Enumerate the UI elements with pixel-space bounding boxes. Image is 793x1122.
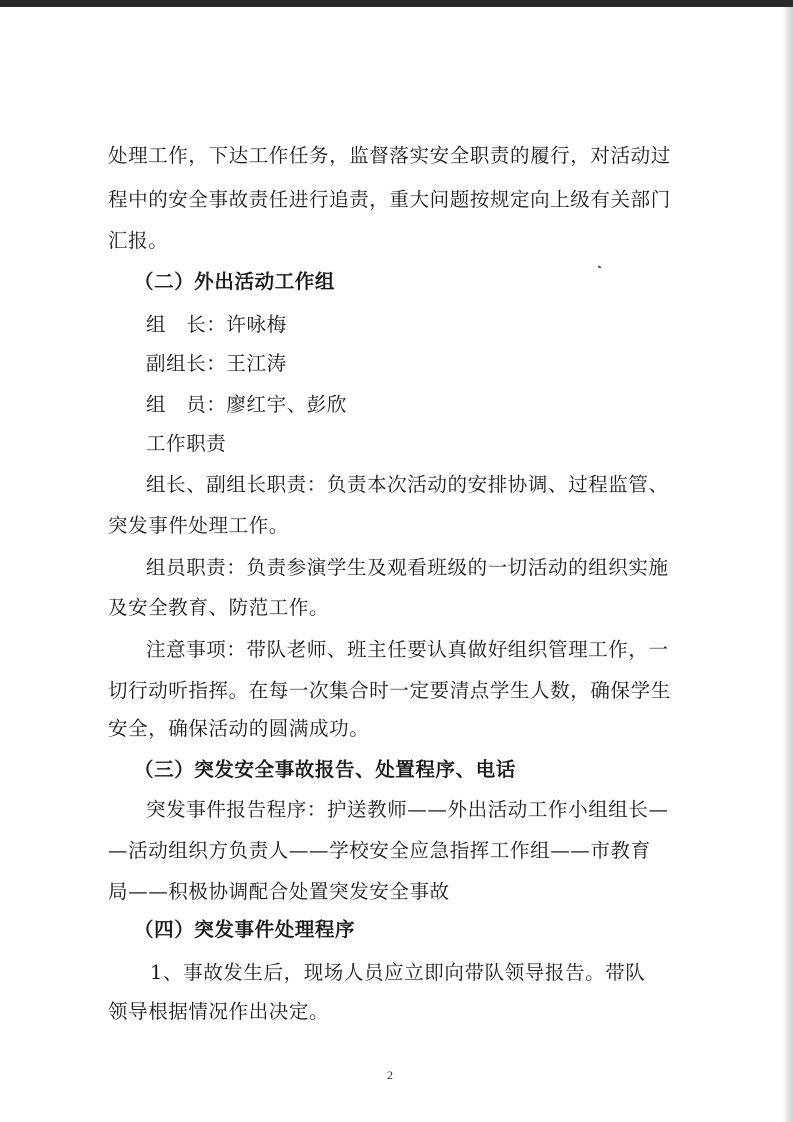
body-line: 突发事件处理工作。 — [108, 514, 289, 537]
body-line: 领导根据情况作出决定。 — [108, 1000, 330, 1023]
body-line: 汇报。 — [108, 229, 169, 252]
section-heading-2: （二）外出活动工作组 — [134, 270, 336, 293]
body-line: —活动组织方负责人——学校安全应急指挥工作组——市教育 — [108, 839, 651, 862]
body-line: 处理工作，下达工作任务，监督落实安全职责的履行，对活动过 — [108, 144, 671, 167]
duties-title: 工作职责 — [146, 432, 227, 455]
body-line: 组长、副组长职责：负责本次活动的安排协调、过程监管、 — [146, 473, 669, 496]
body-line: 程中的安全事故责任进行追责，重大问题按规定向上级有关部门 — [108, 188, 671, 211]
section-heading-3: （三）突发安全事故报告、处置程序、电话 — [134, 758, 516, 781]
body-line: 突发事件报告程序：护送教师——外出活动工作小组组长— — [146, 798, 669, 821]
scan-speck — [598, 265, 602, 268]
body-line: 组员职责：负责参演学生及观看班级的一切活动的组织实施 — [146, 556, 669, 579]
section-heading-4: （四）突发事件处理程序 — [134, 918, 356, 941]
page-number: 2 — [387, 1068, 393, 1082]
body-line: 安全，确保活动的圆满成功。 — [108, 717, 370, 740]
group-leader-line: 组 长：许咏梅 — [146, 313, 287, 336]
body-line: 注意事项：带队老师、班主任要认真做好组织管理工作，一 — [146, 638, 669, 661]
members-line: 组 员：廖红宇、彭欣 — [146, 393, 348, 416]
deputy-leader-line: 副组长：王江涛 — [146, 352, 287, 375]
scan-top-border — [0, 0, 793, 7]
body-line: 切行动听指挥。在每一次集合时一定要清点学生人数，确保学生 — [108, 679, 671, 702]
body-line: 局——积极协调配合处置突发安全事故 — [108, 880, 450, 903]
body-line: 1、事故发生后，现场人员应立即向带队领导报告。带队 — [150, 961, 646, 984]
body-line: 及安全教育、防范工作。 — [108, 596, 330, 619]
